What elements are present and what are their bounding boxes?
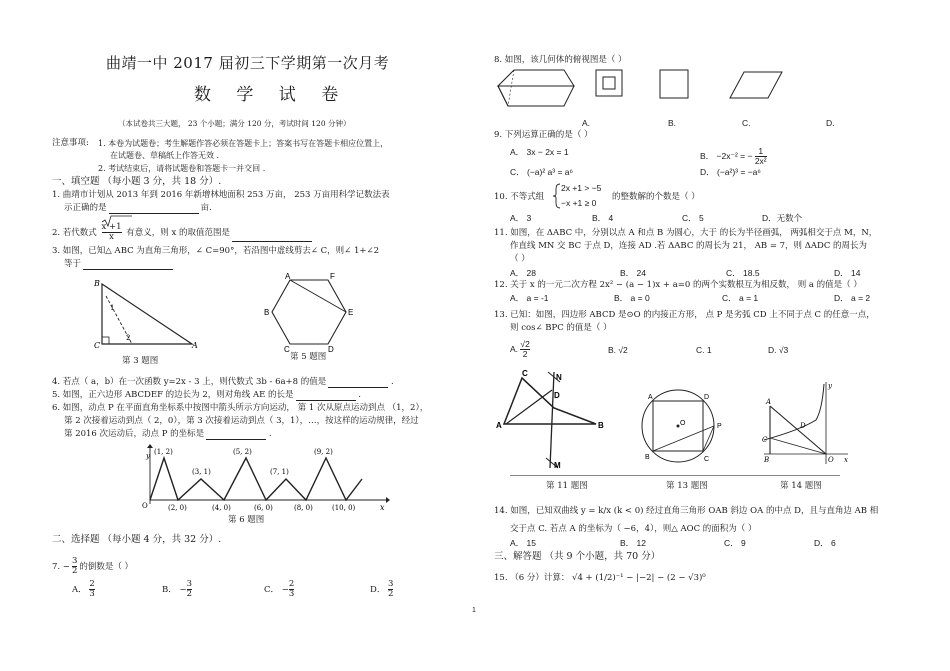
q3-line2: 等于	[64, 259, 173, 270]
svg-text:B: B	[764, 456, 770, 464]
svg-text:y: y	[146, 452, 150, 460]
svg-text:C: C	[762, 436, 768, 444]
q9-option-a[interactable]: A． 3x − 2x = 1	[510, 147, 569, 157]
q10-option-b[interactable]: B． 4	[592, 213, 614, 223]
svg-text:A: A	[285, 272, 291, 281]
q9-option-c[interactable]: C． (−a)² a³ = a⁶	[510, 167, 574, 177]
q12-option-d[interactable]: D． a = 2	[834, 293, 871, 303]
q12-text: 12. 关于 x 的一元二次方程 2x² − (a − 1)x + a=0 的两个实数根互为相反数， 则 a 的值是（ ）	[494, 280, 862, 290]
svg-text:A: A	[648, 394, 653, 401]
q11-option-b[interactable]: B． 24	[620, 268, 646, 278]
q15-text: 15. （6 分）计算： √4 + (1/2)⁻¹ − |−2| − (2 − √3)⁰	[494, 573, 706, 583]
svg-text:x: x	[380, 503, 385, 512]
q13-option-c[interactable]: C. 1	[696, 345, 712, 355]
page-number: 1	[472, 607, 476, 614]
svg-text:1: 1	[110, 304, 115, 312]
figure-5-caption: 第 5 题图	[290, 352, 327, 362]
q14-line1: 14. 如图，已知双曲线 y = k/x (k < 0) 经过直角三角形 OAB 斜边 OA 的中点 D，且与直角边 AB 相	[494, 506, 879, 516]
q1-line1: 1. 曲靖市计划从 2013 年到 2016 年新增林地面积 253 万亩， 253 万亩用科学记数法表	[52, 190, 390, 200]
svg-text:B: B	[598, 421, 604, 430]
svg-text:P: P	[717, 423, 722, 430]
figure-6-caption: 第 6 题图	[228, 515, 265, 525]
q9-option-d[interactable]: D． (−a²)³ = −a⁶	[700, 167, 761, 177]
q6-line1: 6. 如图，动点 P 在平面直角坐标系中按图中箭头所示方向运动， 第 1 次从原点运动到点 （1，2），	[52, 403, 429, 413]
q14-option-b[interactable]: B． 12	[620, 538, 646, 548]
fig6-pt-6: (2, 0)	[168, 504, 187, 512]
figure-row-divider	[510, 475, 840, 476]
exam-meta: （本试卷共三大题， 23 个小题；满分 120 分，考试时间 120 分钟）	[118, 119, 351, 128]
svg-text:2: 2	[126, 334, 131, 342]
section-fill-blank: 一、填空题 （每小题 3 分，共 18 分）.	[52, 176, 222, 187]
q13-option-a[interactable]: A. $\frac{√2}{2}$	[510, 339, 530, 359]
fig6-pt-10: (10, 0)	[332, 504, 356, 512]
svg-text:D: D	[328, 345, 334, 354]
svg-text:O: O	[680, 420, 686, 427]
exam-title: 曲靖一中 2017 届初三下学期第一次月考	[106, 54, 390, 72]
figure-11	[496, 368, 626, 478]
svg-text:B: B	[264, 308, 270, 317]
q4-text: 4. 若点（ a，b）在一次函数 y=2x - 3 上，则代数式 3b - 6a+8 的值是 .	[52, 377, 394, 387]
q14-line2: 交于点 C. 若点 A 的坐标为（ −6，4），则△ AOC 的面积为（ ）	[510, 524, 757, 534]
fig6-pt-5: (9, 2)	[314, 448, 333, 456]
q11-line2: 作直线 MN 交 BC 于点 D，连接 AD .若 ΔABC 的周长为 21， AB = 7，则 ΔADC 的周长为	[510, 241, 868, 251]
q11-line3: （ ）	[510, 254, 530, 264]
svg-text:D: D	[800, 422, 806, 430]
q10-label: 10. 不等式组	[494, 192, 545, 202]
q13-option-d[interactable]: D. √3	[768, 345, 789, 355]
q10-option-c[interactable]: C． 5	[682, 213, 704, 223]
q8-text: 8. 如图，该几何体的俯视图是（ ）	[494, 55, 627, 65]
svg-text:N: N	[556, 373, 562, 382]
q8-option-b[interactable]: B.	[668, 118, 677, 128]
figure-13-caption: 第 13 题图	[666, 481, 708, 491]
q10-brace	[553, 183, 561, 209]
q14-option-d[interactable]: D． 6	[814, 538, 836, 548]
q10-option-d[interactable]: D．无数个	[762, 213, 803, 223]
svg-text:F: F	[330, 272, 335, 281]
svg-text:C: C	[94, 341, 101, 350]
svg-text:A: A	[766, 398, 772, 406]
fig6-pt-2: (3, 1)	[192, 468, 211, 476]
q14-option-c[interactable]: C． 9	[724, 538, 746, 548]
svg-text:B: B	[94, 279, 100, 288]
figure-13	[640, 385, 740, 475]
q11-option-d[interactable]: D． 14	[834, 268, 861, 278]
figure-14	[760, 380, 850, 470]
q10-ineq-1: 2x +1 > −5	[561, 183, 602, 193]
svg-text:O: O	[142, 502, 148, 510]
q1-line2: 示正确的是 亩.	[64, 203, 212, 213]
subject-title: 数 学 试 卷	[194, 85, 349, 105]
svg-text:E: E	[348, 308, 354, 317]
svg-text:C: C	[704, 456, 710, 463]
q8-option-d[interactable]: D.	[826, 118, 835, 128]
q12-option-b[interactable]: B． a = 0	[614, 293, 650, 303]
notice-1: 1. 本卷为试题卷；考生解题作答必须在答题卡上；答案书写在答题卡相应位置上，	[98, 139, 389, 148]
q11-option-c[interactable]: C． 18.5	[726, 268, 760, 278]
sqrt-sign	[102, 216, 122, 226]
q11-option-a[interactable]: A． 28	[510, 268, 536, 278]
figure-11-caption: 第 11 题图	[546, 481, 588, 491]
notice-label: 注意事项:	[52, 138, 89, 148]
svg-text:B: B	[645, 454, 650, 461]
q10-option-a[interactable]: A． 3	[510, 213, 532, 223]
fig6-pt-1: (1, 2)	[154, 448, 173, 456]
q12-option-c[interactable]: C． a = 1	[722, 293, 759, 303]
notice-2: 2. 考试结束后，请将试题卷和答题卡一并交回 .	[98, 164, 266, 173]
fig6-pt-9: (8, 0)	[294, 504, 313, 512]
fig6-pt-3: (5, 2)	[233, 448, 252, 456]
q8-option-c[interactable]: C.	[742, 118, 751, 128]
q9-option-b[interactable]: B． −2x⁻² = − $\frac{1}{\text{2x²}}$	[700, 146, 767, 166]
q11-line1: 11. 如图，在 ΔABC 中，分别以点 A 和点 B 为圆心，大于 的长为半径画弧， 两弧相交于点 M，N，	[494, 228, 878, 238]
fig6-pt-8: (6, 0)	[254, 504, 273, 512]
q14-option-a[interactable]: A． 15	[510, 538, 536, 548]
svg-text:M: M	[554, 461, 561, 470]
figure-6-zigzag	[140, 444, 390, 514]
q10-ineq-2: −x +1 ≥ 0	[561, 198, 597, 208]
fig6-pt-4: (7, 1)	[270, 468, 289, 476]
q7-option-d[interactable]: D． $\frac{3}{2}$	[370, 579, 394, 599]
figure-3-caption: 第 3 题图	[122, 356, 159, 366]
q7-text: 7. − $\frac{3}{2}$ 的倒数是（ ）	[52, 556, 134, 576]
q2-text: 2. 若代数式 $\frac{x +1}{x}$ 有意义，则 x 的取值范围是	[52, 223, 312, 242]
svg-text:x: x	[844, 456, 848, 464]
fig6-pt-7: (4, 0)	[212, 504, 231, 512]
q7-option-b[interactable]: B． − $\frac{3}{2}$	[162, 579, 192, 599]
q12-option-a[interactable]: A． a = -1	[510, 293, 549, 303]
q13-line1: 13. 已知：如图，四边形 ABCD 是⊙O 的内接正方形， 点 P 是劣弧 CD 上不同于点 C 的任意一点，	[494, 310, 875, 320]
q5-text: 5. 如图，正六边形 ABCDEF 的边长为 2，则对角线 AE 的长是 .	[52, 390, 361, 400]
q6-line2: 第 2 次接着运动到点（ 2，0），第 3 次接着运动到点（ 3，1），…，按这样的运动规律，经过	[64, 416, 419, 426]
svg-text:D: D	[554, 391, 560, 400]
q8-option-a[interactable]: A.	[582, 118, 591, 128]
svg-text:y: y	[828, 382, 832, 390]
q13-line2: 则 cos∠ BPC 的值是（ ）	[510, 323, 612, 333]
q13-option-b[interactable]: B. √2	[608, 345, 628, 355]
q7-option-a[interactable]: A． $\frac{2}{3}$	[72, 579, 95, 599]
svg-text:C: C	[284, 345, 290, 354]
svg-text:C: C	[522, 369, 528, 378]
q8-figures	[494, 66, 854, 116]
q7-option-c[interactable]: C． − $\frac{2}{3}$	[264, 579, 295, 599]
q10-tail: 的整数解的个数是（ ）	[612, 192, 700, 202]
q3-line1: 3. 如图，已知△ ABC 为直角三角形，∠ C=90°，若沿图中虚线剪去∠ C，则∠ 1+∠2	[52, 246, 380, 256]
section-choice: 二、选择题 （每小题 4 分，共 32 分）.	[52, 534, 222, 545]
svg-text:A: A	[496, 421, 502, 430]
q9-text: 9. 下列运算正确的是（ ）	[494, 130, 593, 140]
svg-text:A: A	[192, 341, 198, 350]
svg-text:O: O	[828, 456, 834, 464]
q6-line3: 第 2016 次运动后，动点 P 的坐标是 .	[64, 429, 272, 439]
section-answer: 三、解答题 （共 9 个小题，共 70 分）	[494, 551, 661, 562]
figure-3-triangle	[92, 276, 212, 356]
svg-text:D: D	[704, 394, 710, 401]
figure-14-caption: 第 14 题图	[780, 481, 822, 491]
figure-5-hexagon	[264, 272, 354, 352]
notice-1b: 在试题卷、草稿纸上作答无效 .	[110, 151, 220, 160]
